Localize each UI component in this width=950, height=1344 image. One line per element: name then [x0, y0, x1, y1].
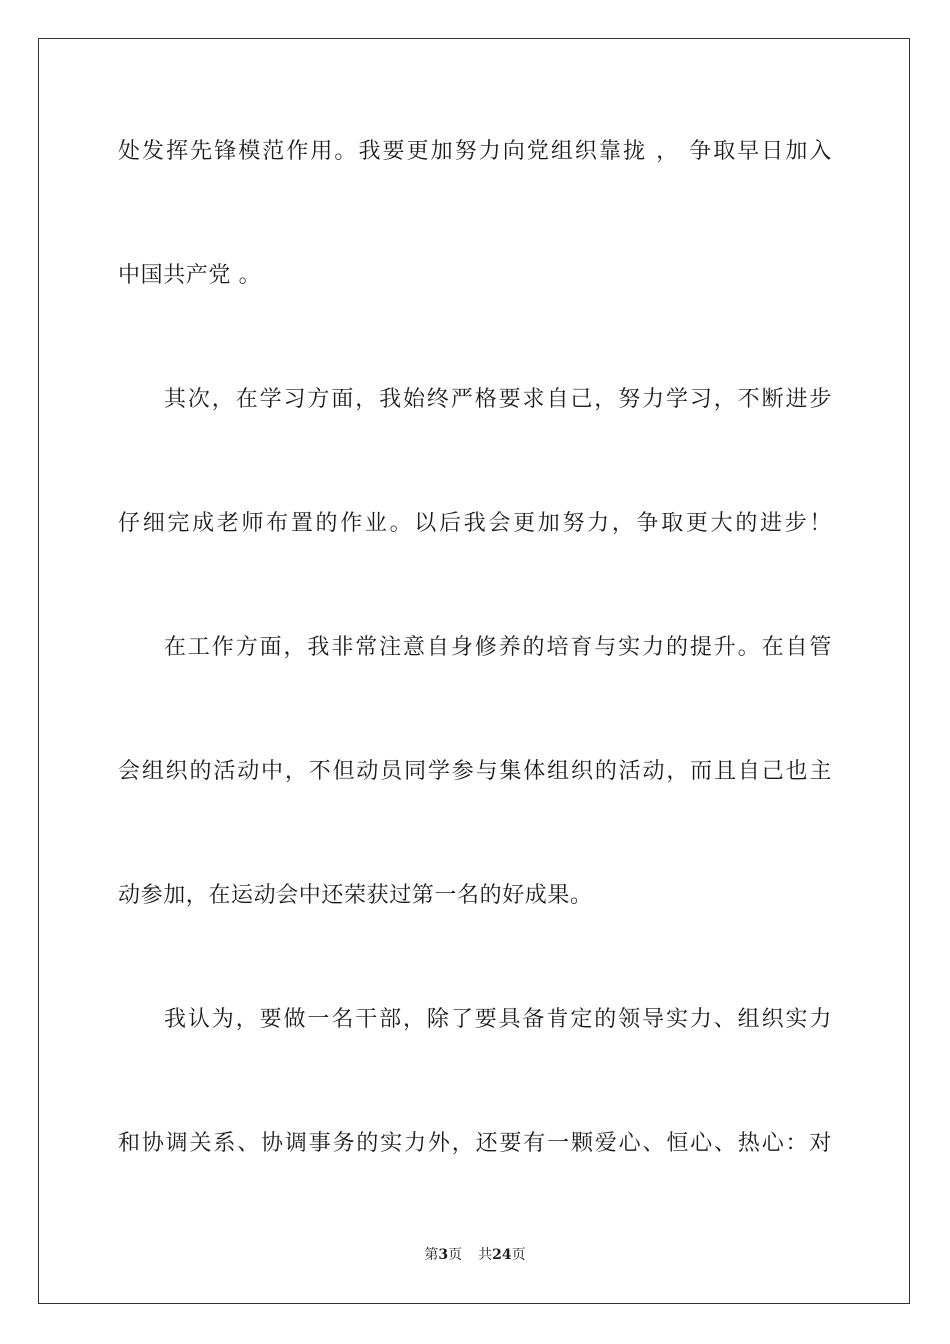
text-line: 会组织的活动中，不但动员同学参与集体组织的活动，而且自己也主	[118, 759, 832, 784]
paragraph-first-line: 我认为，要做一名干部，除了要具备肯定的领导实力、组织实力	[164, 1007, 832, 1032]
page-footer	[0, 1246, 950, 1264]
page-indicator	[424, 1246, 462, 1264]
text-line: 仔细完成老师布置的作业。以后我会更加努力，争取更大的进步！	[118, 511, 832, 536]
text-line: 动参加，在运动会中还荣获过第一名的好成果。	[118, 883, 593, 908]
paragraph-first-line: 在工作方面，我非常注意自身修养的培育与实力的提升。在自管	[164, 635, 832, 660]
text-line: 和协调关系、协调事务的实力外，还要有一颗爱心、恒心、热心：对	[118, 1131, 832, 1156]
text-line: 中国共产党 。	[118, 263, 262, 288]
text-line: 处发挥先锋模范作用。我要更加努力向党组织靠拢 ， 争取早日加入	[118, 139, 832, 164]
page-number: 3	[438, 1247, 449, 1263]
total-prefix: 共	[478, 1247, 493, 1263]
total-indicator	[478, 1246, 525, 1264]
total-pages: 24	[492, 1247, 512, 1263]
paragraph-first-line: 其次，在学习方面，我始终严格要求自己，努力学习，不断进步	[164, 387, 832, 412]
page-frame	[38, 38, 910, 1304]
total-suffix: 页	[511, 1247, 526, 1263]
page-prefix: 第	[424, 1247, 439, 1263]
page-suffix: 页	[448, 1247, 463, 1263]
